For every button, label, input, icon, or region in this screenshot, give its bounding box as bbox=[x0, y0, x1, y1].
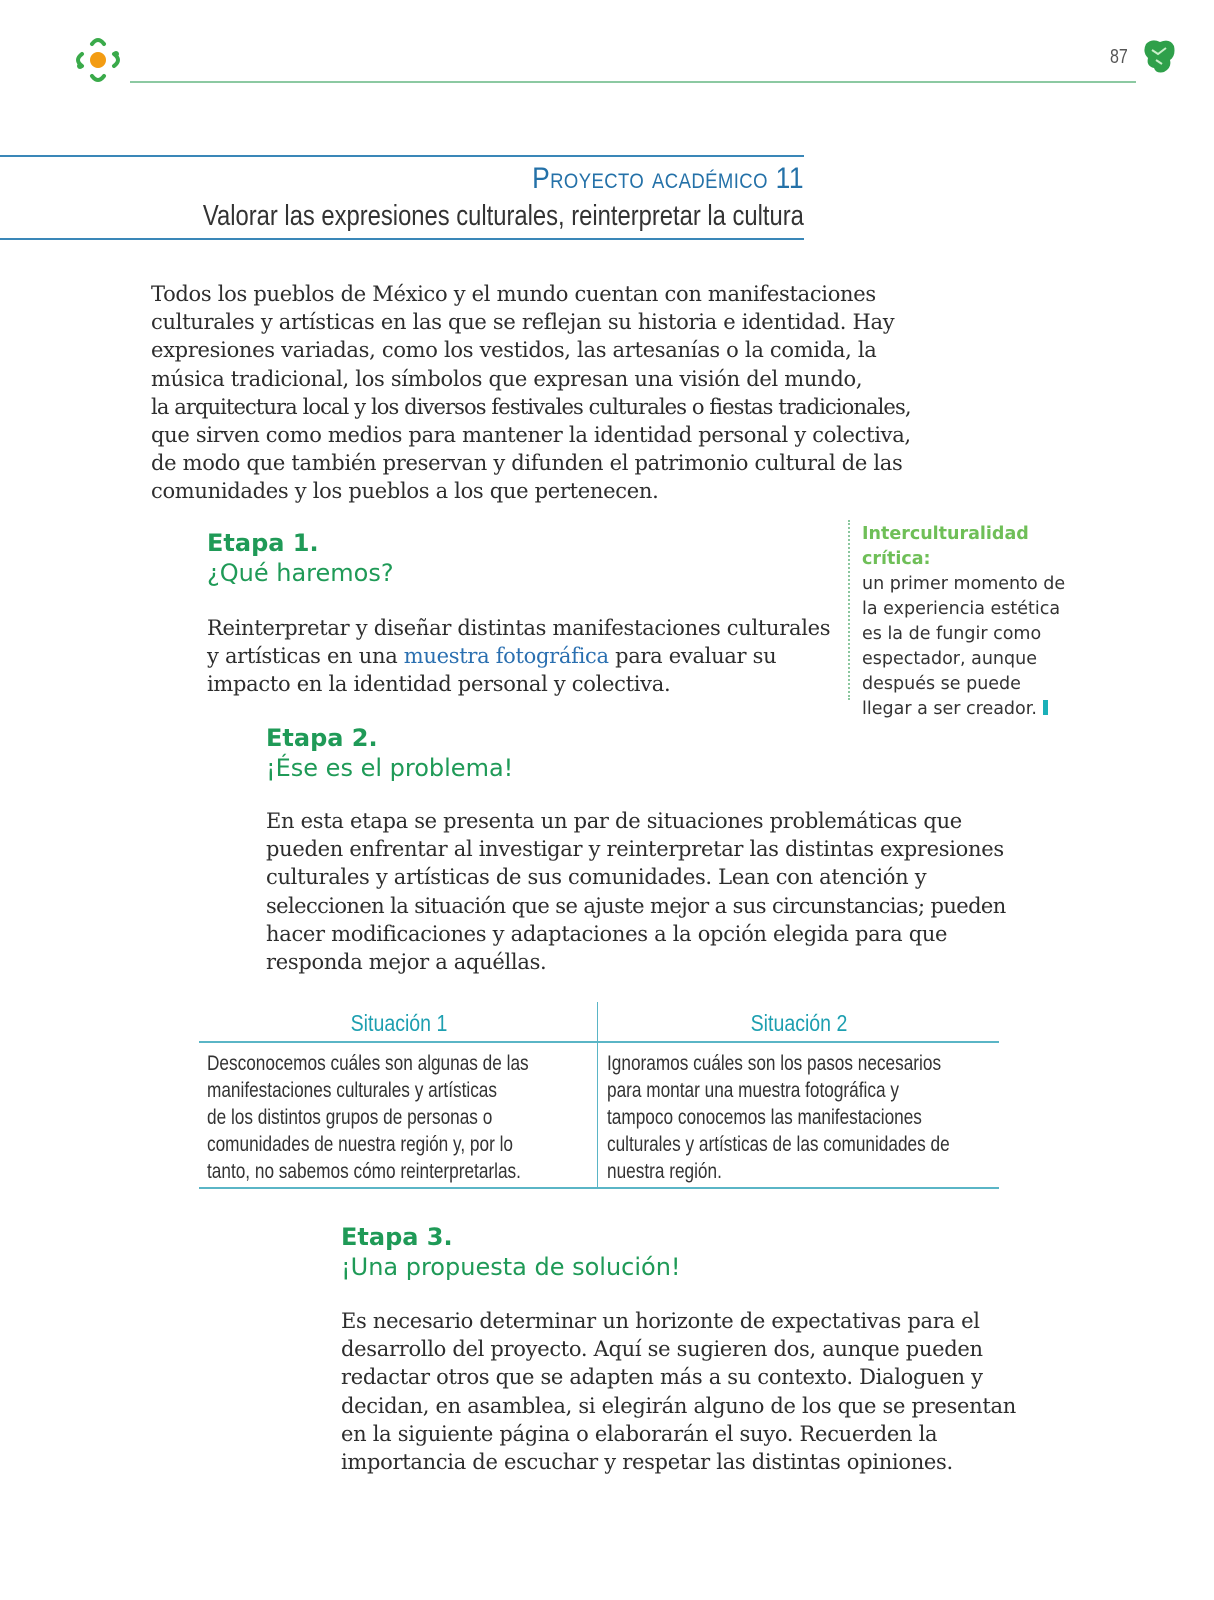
stage1-line: impacto en la identidad personal y colectiva. bbox=[207, 672, 671, 697]
stage2-title: Etapa 2. bbox=[266, 724, 378, 752]
situation-2-line: Ignoramos cuáles son los pasos necesarios bbox=[607, 1052, 942, 1075]
intro-line: de modo que también preservan y difunden el patrimonio cultural de las bbox=[151, 451, 903, 476]
situation-2-text bbox=[607, 1050, 950, 1185]
situation-2-line: tampoco conocemos las manifestaciones bbox=[607, 1106, 922, 1129]
sidebar-line bbox=[862, 697, 1102, 722]
stage3-line: desarrollo del proyecto. Aquí se sugieren dos, aunque pueden bbox=[341, 1337, 983, 1362]
situation-2-heading: Situación 2 bbox=[750, 1010, 848, 1036]
sidebar-line: espectador, aunque bbox=[862, 649, 1037, 669]
intro-line: comunidades y los pueblos a los que pertenecen. bbox=[151, 479, 659, 504]
sidebar-rule bbox=[848, 520, 850, 700]
stage3-subtitle: ¡Una propuesta de solución! bbox=[341, 1253, 681, 1281]
page-number: 87 bbox=[1110, 46, 1128, 68]
situation-1-heading: Situación 1 bbox=[350, 1010, 448, 1036]
intro-paragraph bbox=[151, 280, 911, 506]
situation-1-line: comunidades de nuestra región y, por lo bbox=[207, 1133, 514, 1156]
stage1-line-text: para evaluar su bbox=[608, 644, 777, 669]
stage1-line: Reinterpretar y diseñar distintas manifestaciones culturales bbox=[207, 616, 831, 640]
stage3-line: decidan, en asamblea, si elegirán alguno de los que se presentan bbox=[341, 1393, 1016, 1418]
stage3-paragraph bbox=[341, 1307, 1016, 1476]
situations-table bbox=[199, 1002, 999, 1190]
stage3-title: Etapa 3. bbox=[341, 1223, 453, 1251]
stage1-title: Etapa 1. bbox=[207, 529, 319, 557]
intro-line: la arquitectura local y los diversos festivales culturales o fiestas tradicionales, bbox=[151, 394, 911, 419]
situation-2-line: nuestra región. bbox=[607, 1160, 722, 1183]
stage2-line: seleccionen la situación que se ajuste mejor a sus circunstancias; pueden bbox=[266, 893, 1006, 918]
situation-2-line: para montar una muestra fotográfica y bbox=[607, 1079, 899, 1102]
stage3-line: Es necesario determinar un horizonte de expectativas para el bbox=[341, 1309, 980, 1333]
muestra-fotografica-link[interactable]: muestra fotográfica bbox=[403, 644, 609, 669]
stage2-line: pueden enfrentar al investigar y reinterpretar las distintas expresiones bbox=[266, 837, 1004, 862]
sidebar-line-text: llegar a ser creador. bbox=[862, 699, 1037, 719]
table-bottom-rule bbox=[199, 1187, 999, 1189]
situation-2 bbox=[599, 1002, 999, 1190]
stage1-line bbox=[207, 642, 830, 670]
situation-1-line: tanto, no sabemos cómo reinterpretarlas. bbox=[207, 1160, 521, 1183]
header-rule bbox=[130, 81, 1136, 83]
situation-1 bbox=[199, 1002, 599, 1190]
title-rule-top bbox=[0, 155, 804, 157]
sidebar-line: es la de fungir como bbox=[862, 624, 1042, 644]
project-title: Proyecto académico 11 bbox=[532, 162, 804, 195]
end-mark-icon bbox=[1043, 700, 1048, 715]
situation-1-text bbox=[207, 1050, 529, 1185]
stage2-paragraph bbox=[266, 807, 1006, 976]
flower-logo-icon bbox=[72, 34, 124, 86]
stage1-paragraph bbox=[207, 614, 830, 699]
stage2-line: En esta etapa se presenta un par de situaciones problemáticas que bbox=[266, 809, 962, 833]
intro-line: Todos los pueblos de México y el mundo cuentan con manifestaciones bbox=[151, 282, 876, 306]
table-header-rule bbox=[199, 1041, 999, 1043]
situation-2-line: culturales y artísticas de las comunidades de bbox=[607, 1133, 950, 1156]
stage1-subtitle: ¿Qué haremos? bbox=[207, 559, 394, 587]
table-column-divider bbox=[597, 1002, 598, 1188]
sidebar-line: después se puede bbox=[862, 674, 1021, 694]
stage2-subtitle: ¡Ése es el problema! bbox=[266, 754, 514, 782]
sidebar-note bbox=[862, 522, 1102, 722]
situation-1-line: de los distintos grupos de personas o bbox=[207, 1106, 493, 1129]
stage2-line: hacer modificaciones y adaptaciones a la opción elegida para que bbox=[266, 921, 948, 946]
situation-1-line: manifestaciones culturales y artísticas bbox=[207, 1079, 497, 1102]
stage3-line: importancia de escuchar y respetar las distintas opiniones. bbox=[341, 1450, 953, 1475]
stage2-line: culturales y artísticas de sus comunidades. Lean con atención y bbox=[266, 865, 927, 890]
intro-line: música tradicional, los símbolos que expresan una visión del mundo, bbox=[151, 366, 863, 391]
sidebar-line: la experiencia estética bbox=[862, 599, 1061, 619]
green-badge-icon bbox=[1142, 38, 1176, 74]
stage2-heading bbox=[266, 723, 513, 783]
intro-line: que sirven como medios para mantener la identidad personal y colectiva, bbox=[151, 423, 911, 448]
title-rule-bottom bbox=[0, 238, 804, 240]
intro-line: expresiones variadas, como los vestidos, las artesanías o la comida, la bbox=[151, 338, 877, 363]
situation-1-line: Desconocemos cuáles son algunas de las bbox=[207, 1052, 529, 1075]
sidebar-line: un primer momento de bbox=[862, 574, 1066, 594]
stage1-heading bbox=[207, 528, 394, 588]
project-subtitle: Valorar las expresiones culturales, reinterpretar la cultura bbox=[203, 200, 804, 232]
sidebar-title: Interculturalidad crítica: bbox=[862, 524, 1029, 569]
stage2-line: responda mejor a aquéllas. bbox=[266, 950, 547, 975]
stage3-line: en la siguiente página o elaborarán el suyo. Recuerden la bbox=[341, 1421, 938, 1446]
intro-line: culturales y artísticas en las que se reflejan su historia e identidad. Hay bbox=[151, 310, 895, 335]
stage3-heading bbox=[341, 1222, 681, 1282]
stage1-line-text: y artísticas en una bbox=[207, 644, 404, 669]
stage3-line: redactar otros que se adapten más a su contexto. Dialoguen y bbox=[341, 1365, 983, 1390]
